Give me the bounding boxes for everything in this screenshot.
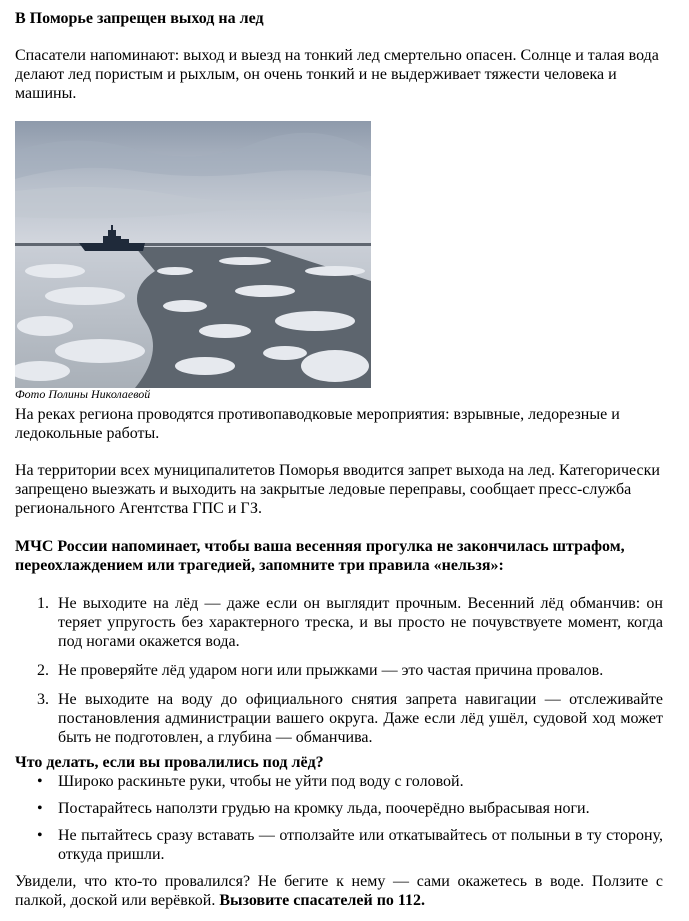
photo-horizon (15, 243, 371, 246)
help-item (15, 799, 663, 818)
bullet-icon: • (37, 827, 43, 844)
help-title: Что делать, если вы провалились под лёд? (15, 754, 324, 771)
help-text: Широко раскиньте руки, чтобы не уйти под воду с головой. (58, 773, 464, 790)
rule-number: 1. (37, 595, 49, 612)
bullet-icon: • (37, 773, 43, 790)
help-item (15, 826, 663, 864)
icebreaker-photo (15, 121, 371, 388)
bullet-icon: • (37, 800, 43, 817)
measures-paragraph: На реках региона проводятся противопаводковые мероприятия: взрывные, ледорезные и ледокольные работы. (15, 406, 620, 442)
help-text: Не пытайтесь сразу вставать — отползайте или откатывайтесь от полыньи в ту сторону, откуда пришли. (58, 827, 663, 863)
ban-paragraph: На территории всех муниципалитетов Поморья вводится запрет выхода на лед. Категорически запрещено выезжать и выходить на закрытые ледовые переправы, сообщает пресс-служба регионального Агентства ГПС и ГЗ. (15, 462, 660, 517)
help-item (15, 772, 663, 791)
rule-text: Не выходите на воду до официального снятия запрета навигации — отслеживайте постановления администрации вашего округа. Даже если лёд ушёл, судовой ход может быть не подготовлен, а глубина — обманчива. (58, 691, 663, 746)
rule-item (15, 690, 663, 747)
rule-text: Не проверяйте лёд ударом ноги или прыжками — это частая причина провалов. (58, 662, 604, 679)
rule-item (15, 594, 663, 651)
rules-intro: МЧС России напоминает, чтобы ваша весенняя прогулка не закончилась штрафом, переохлаждением или трагедией, запомните три правила «нельзя»: (15, 538, 625, 574)
closing-paragraph (15, 872, 663, 910)
rule-item (15, 661, 663, 680)
rule-number: 3. (37, 691, 49, 708)
rules-list (15, 594, 663, 757)
lead-paragraph: Спасатели напоминают: выход и выезд на тонкий лед смертельно опасен. Солнце и талая вода делают лед пористым и рыхлым, он очень тонкий и не выдерживает тяжести человека и машины. (15, 47, 659, 102)
help-list (15, 772, 663, 872)
photo-caption: Фото Полины Николаевой (15, 387, 151, 401)
closing-text: Увидели, что кто-то провалился? Не бегите к нему — сами окажетесь в воде. Ползите с палкой, доской или верёвкой. (15, 873, 663, 909)
article-title: В Поморье запрещен выход на лед (15, 10, 264, 27)
rule-text: Не выходите на лёд — даже если он выглядит прочным. Весенний лёд обманчив: он теряет упругость без характерного треска, и вы просто не почувствуете момент, когда под ногами окажется вода. (58, 595, 663, 650)
rule-number: 2. (37, 662, 49, 679)
help-text: Постарайтесь наползти грудью на кромку льда, поочерёдно выбрасывая ноги. (58, 800, 590, 817)
closing-call-to-action: Вызовите спасателей по 112. (219, 892, 426, 909)
